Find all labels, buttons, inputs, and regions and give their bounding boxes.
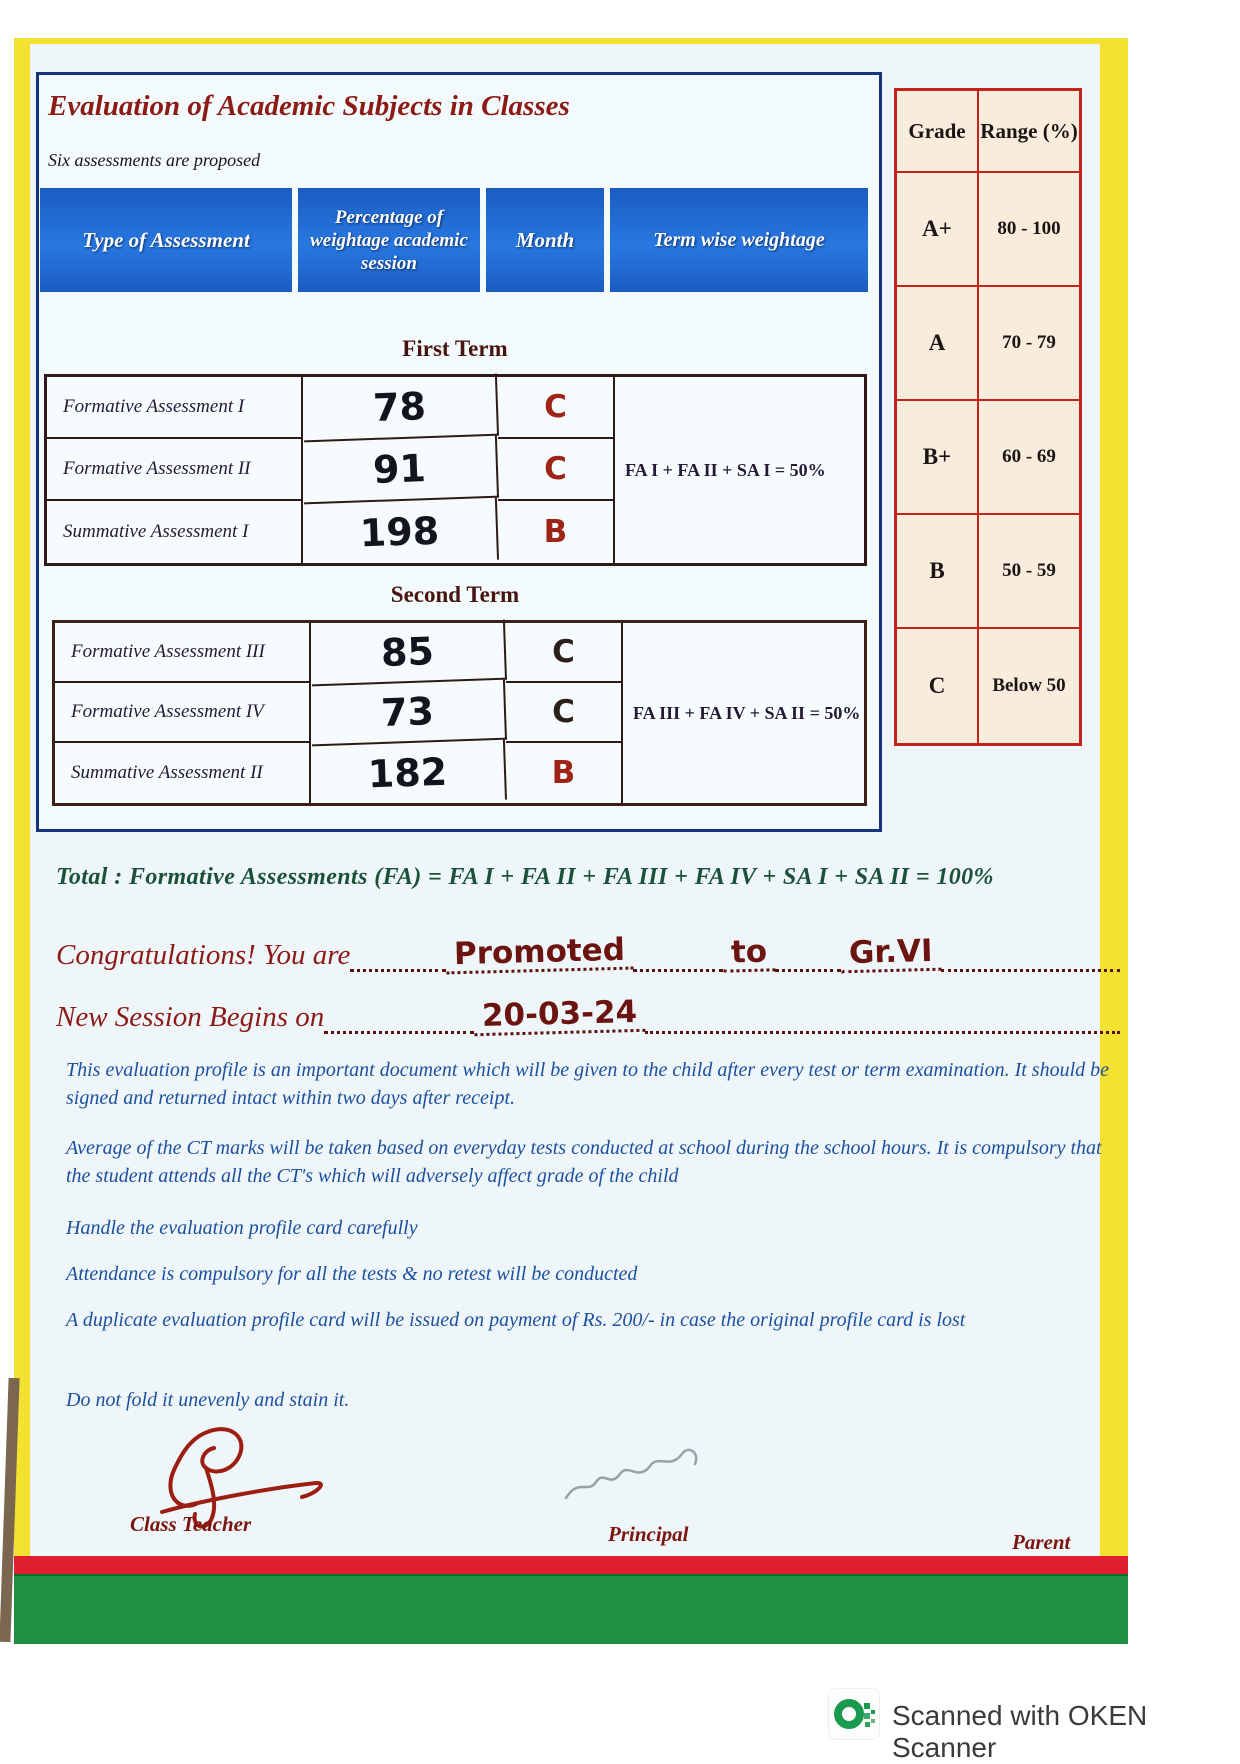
grade-cell: A+ xyxy=(897,173,979,287)
second-term-weightage-formula: FA III + FA IV + SA II = 50% xyxy=(633,702,861,723)
table-row-grade: B xyxy=(506,743,623,803)
column-header-percentage-weightage: Percentage of weightage academic session xyxy=(298,188,480,292)
handwritten-promoted: Promoted xyxy=(446,934,634,974)
column-header-term-wise-weightage: Term wise weightage xyxy=(610,188,868,292)
new-session-line xyxy=(56,986,1120,1034)
dotted-leader xyxy=(633,959,723,972)
page-subtitle: Six assessments are proposed xyxy=(48,150,261,170)
grade-cell: C xyxy=(897,629,979,743)
oken-dot xyxy=(865,1722,870,1727)
note-do-not-fold: Do not fold it unevenly and stain it. xyxy=(66,1389,350,1411)
table-row-marks: 198 xyxy=(302,498,499,567)
grade-range-table xyxy=(894,88,1082,746)
new-session-label: New Session Begins on xyxy=(56,1001,325,1033)
table-row-marks: 91 xyxy=(302,436,499,505)
page-title: Evaluation of Academic Subjects in Classes xyxy=(48,90,570,122)
table-row-label: Formative Assessment IV xyxy=(55,683,311,743)
first-term-weightage-formula: FA I + FA II + SA I = 50% xyxy=(625,459,826,480)
grade-cell: B+ xyxy=(897,401,979,515)
range-cell: 60 - 69 xyxy=(979,401,1079,515)
note-evaluation-profile: This evaluation profile is an important document which will be given to the child after every test or term examination. It should be signed and returned intact within two days after receipt. xyxy=(66,1059,1109,1109)
oken-scanner-icon xyxy=(828,1688,880,1740)
table-row-grade: C xyxy=(498,377,615,439)
note-attendance: Attendance is compulsory for all the tests & no retest will be conducted xyxy=(66,1263,638,1285)
bottom-red-stripe xyxy=(14,1556,1128,1574)
table-row-grade: C xyxy=(506,623,623,683)
class-teacher-label: Class Teacher xyxy=(130,1512,252,1536)
second-term-heading: Second Term xyxy=(390,582,520,607)
table-row-label: Formative Assessment I xyxy=(47,377,303,439)
column-header-month: Month xyxy=(486,188,604,292)
handwritten-session-date: 20-03-24 xyxy=(474,996,646,1036)
parent-label: Parent xyxy=(1012,1530,1071,1554)
oken-dot xyxy=(864,1713,870,1719)
grade-table-header-range: Range (%) xyxy=(979,91,1079,173)
grade-cell: A xyxy=(897,287,979,401)
note-handle-card: Handle the evaluation profile card carefully xyxy=(66,1217,418,1239)
table-row-grade: B xyxy=(498,501,615,563)
dotted-leader xyxy=(350,959,446,972)
oken-ring-icon xyxy=(834,1699,864,1729)
grade-table-header-grade: Grade xyxy=(897,91,979,173)
table-row-marks: 73 xyxy=(310,680,507,747)
congratulations-label: Congratulations! You are xyxy=(56,939,351,971)
bottom-green-band xyxy=(14,1574,1128,1644)
range-cell: 70 - 79 xyxy=(979,287,1079,401)
dotted-leader xyxy=(324,1021,474,1034)
first-term-heading: First Term xyxy=(402,336,508,361)
total-formula-line: Total : Formative Assessments (FA) = FA I + FA II + FA III + FA IV + SA I + SA II = 100% xyxy=(56,864,994,890)
column-header-type-of-assessment: Type of Assessment xyxy=(40,188,292,292)
oken-dot xyxy=(871,1710,875,1714)
table-row-marks: 85 xyxy=(310,620,507,687)
note-ct-marks: Average of the CT marks will be taken based on everyday tests conducted at school during the school hours. It is compulsory that the student attends all the CT's which will adversely affect grade of the child xyxy=(66,1137,1102,1187)
oken-dot xyxy=(871,1719,875,1723)
table-row-marks: 182 xyxy=(310,740,507,807)
table-row-grade: C xyxy=(506,683,623,743)
dotted-leader xyxy=(941,959,1120,972)
congratulations-line xyxy=(56,924,1120,972)
table-row-marks: 78 xyxy=(302,374,499,443)
dotted-leader xyxy=(775,959,841,972)
table-row-grade: C xyxy=(498,439,615,501)
oken-dot xyxy=(864,1703,870,1709)
first-term-table xyxy=(44,374,867,566)
note-duplicate-card: A duplicate evaluation profile card will be issued on payment of Rs. 200/- in case the original profile card is lost xyxy=(66,1309,966,1331)
dotted-leader xyxy=(645,1021,1120,1034)
handwritten-grade-vi: Gr.VI xyxy=(841,935,942,973)
second-term-table xyxy=(52,620,867,806)
grade-cell: B xyxy=(897,515,979,629)
handwritten-to: to xyxy=(723,936,776,973)
principal-label: Principal xyxy=(608,1522,689,1546)
table-row-label: Formative Assessment III xyxy=(55,623,311,683)
table-row-label: Summative Assessment I xyxy=(47,501,303,563)
table-row-label: Formative Assessment II xyxy=(47,439,303,501)
range-cell: 50 - 59 xyxy=(979,515,1079,629)
range-cell: Below 50 xyxy=(992,675,1066,696)
scanner-watermark-text: Scanned with OKEN Scanner xyxy=(892,1700,1148,1763)
range-cell: 80 - 100 xyxy=(979,173,1079,287)
table-row-label: Summative Assessment II xyxy=(55,743,311,803)
